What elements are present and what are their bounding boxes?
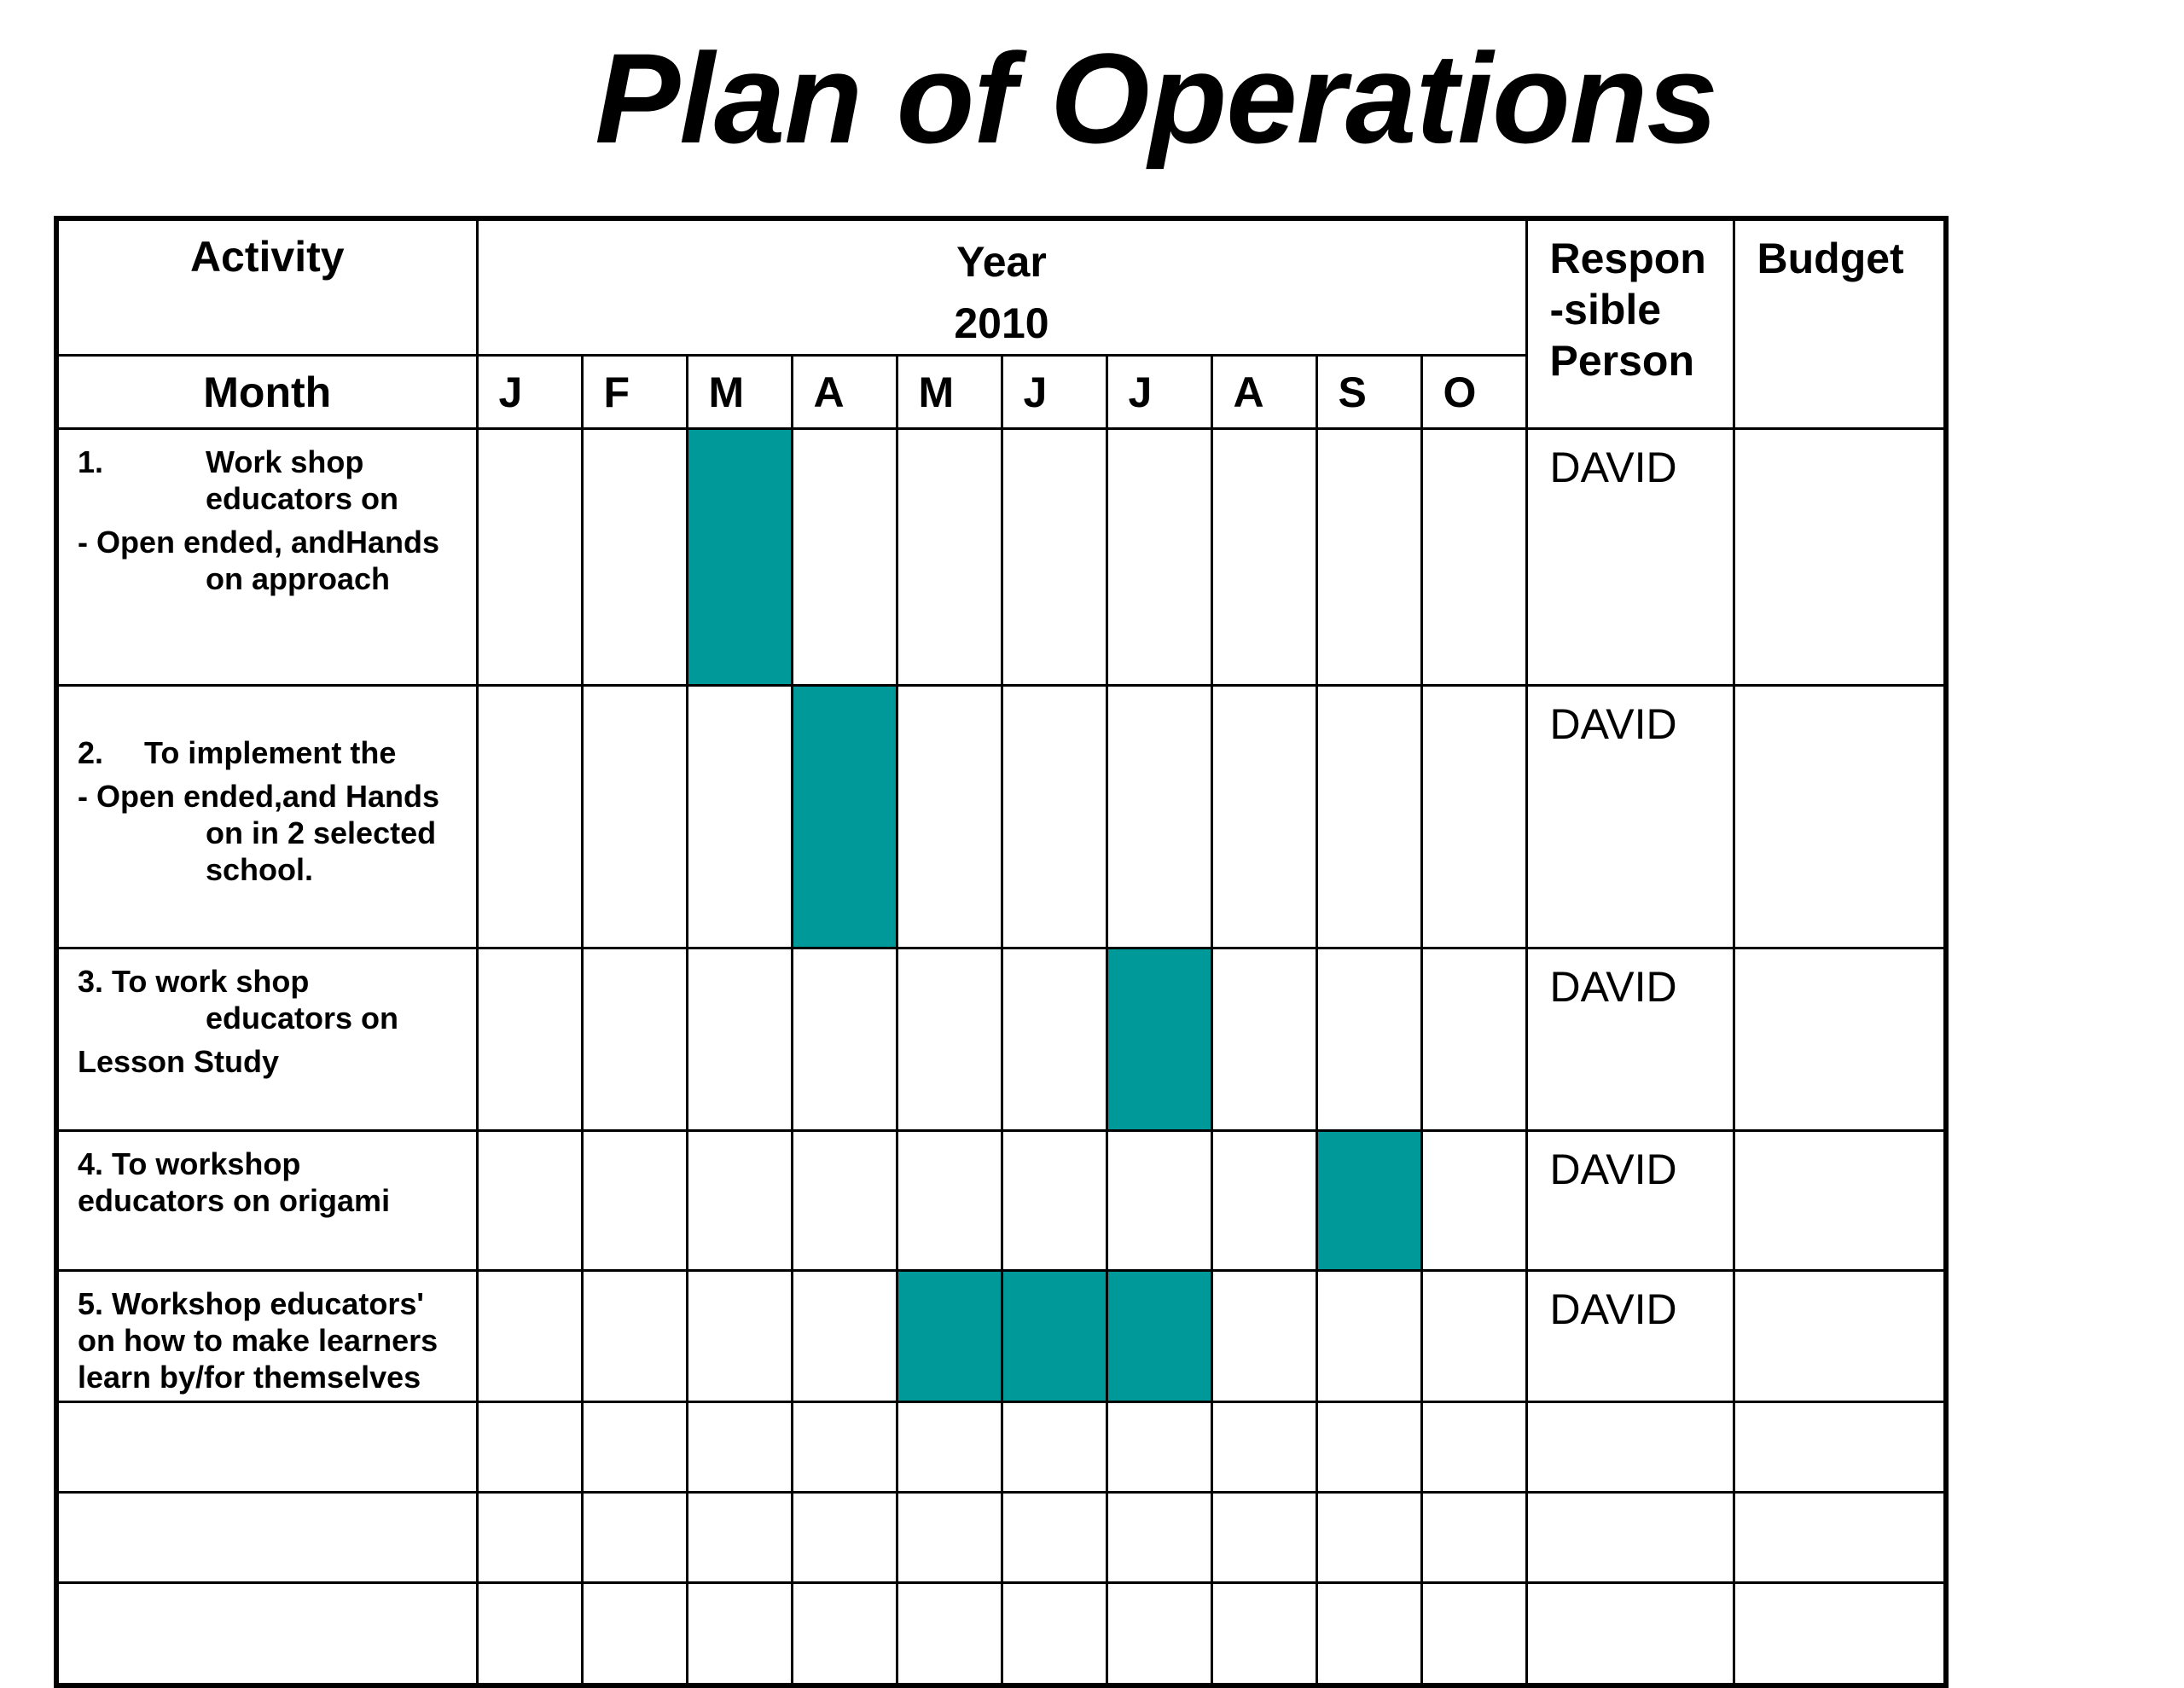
activity-row <box>56 1271 1946 1402</box>
month-cell <box>897 948 1002 1131</box>
empty-row <box>56 1583 1946 1685</box>
responsible-person: DAVID <box>1526 1131 1734 1271</box>
activity-text: - Open ended,and Hands <box>78 779 440 814</box>
month-cell <box>1316 948 1421 1131</box>
activity-header: Activity <box>56 218 477 356</box>
month-cell <box>792 1271 897 1402</box>
budget-cell <box>1734 1583 1946 1685</box>
activity-cell <box>56 1402 477 1493</box>
month-cell <box>687 1583 792 1685</box>
month-cell <box>897 1131 1002 1271</box>
scheduled-month-cell <box>687 429 792 686</box>
activity-text: on how to make learners <box>78 1323 439 1358</box>
month-cell <box>792 429 897 686</box>
activity-cell <box>56 1583 477 1685</box>
budget-cell <box>1734 1402 1946 1493</box>
responsible-person: DAVID <box>1526 948 1734 1131</box>
month-cell <box>1421 948 1526 1131</box>
month-jan: J <box>477 356 582 429</box>
header-row <box>56 218 1946 356</box>
month-jul: J <box>1107 356 1211 429</box>
empty-row <box>56 1493 1946 1583</box>
activity-cell <box>56 1493 477 1583</box>
month-cell <box>897 1402 1002 1493</box>
scheduled-month-cell <box>897 1271 1002 1402</box>
month-cell <box>477 1131 582 1271</box>
month-cell <box>1211 429 1316 686</box>
month-cell <box>582 1583 687 1685</box>
activity-cell <box>56 1131 477 1271</box>
month-cell <box>1107 1402 1211 1493</box>
scheduled-month-cell <box>1107 1271 1211 1402</box>
month-cell <box>792 1493 897 1583</box>
activity-cell <box>56 1271 477 1402</box>
responsible-person: DAVID <box>1526 1271 1734 1402</box>
year-label: Year <box>956 238 1047 286</box>
budget-cell <box>1734 1271 1946 1402</box>
month-cell <box>792 1402 897 1493</box>
responsible-person: DAVID <box>1526 429 1734 686</box>
scheduled-month-cell <box>1107 948 1211 1131</box>
month-may: M <box>897 356 1002 429</box>
plan-table <box>54 216 1949 1688</box>
activity-text: school. <box>206 852 314 887</box>
budget-cell <box>1734 948 1946 1131</box>
month-cell <box>1211 1493 1316 1583</box>
month-sep: S <box>1316 356 1421 429</box>
budget-cell <box>1734 1131 1946 1271</box>
activity-cell <box>56 948 477 1131</box>
month-cell <box>582 1493 687 1583</box>
budget-cell <box>1734 686 1946 948</box>
responsible-person <box>1526 1402 1734 1493</box>
month-cell <box>897 429 1002 686</box>
month-cell <box>792 948 897 1131</box>
month-cell <box>687 1271 792 1402</box>
activity-text: 5. Workshop educators' <box>78 1286 424 1321</box>
scheduled-month-cell <box>1002 1271 1107 1402</box>
month-cell <box>582 686 687 948</box>
month-cell <box>1421 1271 1526 1402</box>
month-cell <box>792 1131 897 1271</box>
activity-text: - Open ended, andHands <box>78 525 440 560</box>
month-cell <box>1316 686 1421 948</box>
month-cell <box>1211 1131 1316 1271</box>
activity-row <box>56 429 1946 686</box>
activity-text: educators on <box>206 1001 399 1035</box>
page-title: Plan of Operations <box>595 26 1717 170</box>
month-cell <box>1002 1131 1107 1271</box>
scheduled-month-cell <box>1316 1131 1421 1271</box>
month-cell <box>1107 686 1211 948</box>
month-mar: M <box>687 356 792 429</box>
month-cell <box>477 686 582 948</box>
responsible-header-line: -sible <box>1549 286 1662 334</box>
month-cell <box>1316 429 1421 686</box>
month-cell <box>1107 429 1211 686</box>
month-cell <box>792 1583 897 1685</box>
budget-header: Budget <box>1734 218 1946 429</box>
month-cell <box>897 1493 1002 1583</box>
month-cell <box>1211 1583 1316 1685</box>
month-cell <box>897 1583 1002 1685</box>
month-cell <box>477 1493 582 1583</box>
month-jun: J <box>1002 356 1107 429</box>
month-cell <box>477 1402 582 1493</box>
month-cell <box>1002 686 1107 948</box>
month-cell <box>477 1271 582 1402</box>
month-cell <box>687 686 792 948</box>
activity-text: educators on origami <box>78 1183 391 1218</box>
month-cell <box>477 429 582 686</box>
activity-number: 1. <box>78 444 104 479</box>
month-cell <box>687 1402 792 1493</box>
month-cell <box>1211 686 1316 948</box>
month-cell <box>687 1493 792 1583</box>
month-cell <box>582 1131 687 1271</box>
month-cell <box>1421 686 1526 948</box>
responsible-person-header <box>1526 218 1734 429</box>
activity-text: on in 2 selected <box>206 815 437 850</box>
activity-row <box>56 1131 1946 1271</box>
month-cell <box>1002 1493 1107 1583</box>
month-cell <box>582 429 687 686</box>
empty-row <box>56 1402 1946 1493</box>
activity-text: 3. To work shop <box>78 964 310 999</box>
month-cell <box>1316 1493 1421 1583</box>
activity-number: 2. <box>78 735 104 770</box>
month-cell <box>1211 948 1316 1131</box>
responsible-header-line: Person <box>1549 337 1695 385</box>
activity-cell <box>56 686 477 948</box>
month-apr: A <box>792 356 897 429</box>
month-header: Month <box>56 356 477 429</box>
year-header <box>477 218 1526 356</box>
responsible-person: DAVID <box>1526 686 1734 948</box>
month-cell <box>1107 1493 1211 1583</box>
year-value: 2010 <box>954 299 1049 347</box>
month-cell <box>1421 1402 1526 1493</box>
month-cell <box>1421 1131 1526 1271</box>
responsible-header-line: Respon <box>1549 235 1706 282</box>
month-cell <box>1107 1131 1211 1271</box>
month-cell <box>1421 1493 1526 1583</box>
activity-text: To implement the <box>144 735 397 770</box>
month-cell <box>687 1131 792 1271</box>
activity-text: 4. To workshop <box>78 1146 301 1181</box>
month-cell <box>1316 1402 1421 1493</box>
month-feb: F <box>582 356 687 429</box>
month-cell <box>1002 948 1107 1131</box>
month-cell <box>477 948 582 1131</box>
month-oct: O <box>1421 356 1526 429</box>
month-cell <box>477 1583 582 1685</box>
month-cell <box>582 1271 687 1402</box>
month-cell <box>1002 1583 1107 1685</box>
budget-cell <box>1734 1493 1946 1583</box>
month-cell <box>1002 429 1107 686</box>
responsible-person <box>1526 1493 1734 1583</box>
month-cell <box>1421 1583 1526 1685</box>
activity-text: Work shop <box>206 444 364 479</box>
scheduled-month-cell <box>792 686 897 948</box>
responsible-person <box>1526 1583 1734 1685</box>
month-cell <box>1421 429 1526 686</box>
activity-row <box>56 948 1946 1131</box>
budget-cell <box>1734 429 1946 686</box>
month-cell <box>1107 1583 1211 1685</box>
month-cell <box>1316 1583 1421 1685</box>
month-aug: A <box>1211 356 1316 429</box>
activity-row <box>56 686 1946 948</box>
month-cell <box>582 1402 687 1493</box>
month-cell <box>582 948 687 1131</box>
month-cell <box>1211 1402 1316 1493</box>
month-cell <box>1002 1402 1107 1493</box>
activity-cell <box>56 429 477 686</box>
month-cell <box>687 948 792 1131</box>
activity-text: Lesson Study <box>78 1044 280 1079</box>
month-cell <box>1316 1271 1421 1402</box>
activity-text: learn by/for themselves <box>78 1360 421 1395</box>
activity-text: educators on <box>206 481 399 516</box>
month-cell <box>897 686 1002 948</box>
activity-text: on approach <box>206 561 391 596</box>
month-cell <box>1211 1271 1316 1402</box>
